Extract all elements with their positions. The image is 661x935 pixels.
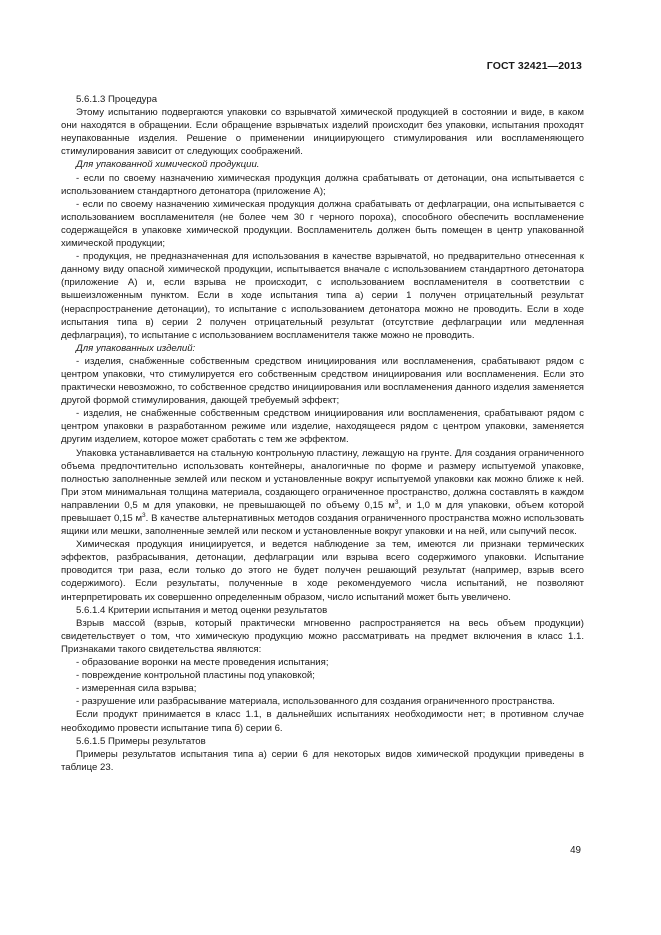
list-item: - измеренная сила взрыва; xyxy=(76,683,197,695)
paragraph-text: , и 1,0 м для упаковки, объем которой превышает 0,15 м xyxy=(61,499,584,524)
document-body xyxy=(61,93,584,774)
paragraph: Примеры результатов испытания типа а) серии 6 для некоторых видов химической продукции приведены в таблице 23. xyxy=(61,748,584,773)
list-item: - разрушение или разбрасывание материала, использованного для создания ограниченного пространства. xyxy=(76,696,555,708)
list-item: - изделия, снабженные собственным средством инициирования или воспламенения, срабатывают рядом с центром упаковки, что стимулируется его собственным средством инициирования или воспламенения. Если это практически невозможно, то собственное средство инициирования или воспламенения данного изделия заменяется другой формой стимулирования, дающей требуемый эффект; xyxy=(61,355,584,407)
paragraph: Если продукт принимается в класс 1.1, в дальнейших испытаниях необходимости нет; в противном случае необходимо провести испытание типа б) серии 6. xyxy=(61,709,584,734)
list-item: - продукция, не предназначенная для использования в качестве взрывчатой, но предварительно отнесенная к данному виду опасной химической продукции, испытывается вначале с использованием стандартного детонатора (приложение А) и, если взрыва не происходит, с использованием воспламенителя в соответствии с вышеизложенным пунктом. Если в ходе испытания типа а) серии 1 получен отрицательный результат (нераспространение детонации), то испытание с использованием детонатора можно не проводить. Если в ходе испытания типа в) серии 2 получен отрицательный результат (отсутствие дефлаграции или медленная дефлаграция), то испытание с использованием воспламенителя также можно не проводить. xyxy=(61,251,584,341)
paragraph xyxy=(61,447,584,539)
superscript: 3 xyxy=(142,512,146,519)
paragraph-text: Упаковка устанавливается на стальную контрольную пластину, лежащую на грунте. Для создания ограниченного объема предпочтительно использовать контейнеры, аналогичные по форме и размеру испытуемой упаковке, полностью заполненные землей или песком и установленные вокруг испытуемой упаковки как можно ближе к ней. При этом минимальная толщина материала, создающего ограниченное пространство, должна составлять в каждом направлении 0,5 м для упаковки, не превышающей по объему 0,15 м xyxy=(61,447,584,511)
section-heading: 5.6.1.5 Примеры результатов xyxy=(76,735,206,747)
paragraph: Химическая продукция инициируется, и ведется наблюдение за тем, имеются ли признаки термических эффектов, разбрасывания, детонации, дефлаграции или взрыва всего содержимого упаковки. Испытание проводится три раза, если только до этого не будет получен решающий результат (например, взрыв всего содержимого). Если результаты, полученные в ходе рекомендуемого числа испытаний, не позволяют интерпретировать их совершенно определенным образом, число испытаний может быть увеличено. xyxy=(61,539,584,603)
list-item: - образование воронки на месте проведения испытания; xyxy=(76,657,329,669)
italic-subheading: Для упакованных изделий: xyxy=(76,342,196,354)
list-item: - изделия, не снабженные собственным средством инициирования или воспламенения, срабатывают рядом с центром упаковки в разработанном режиме или изделие, находящееся рядом с центром упаковки, заменяется другим изделием, которое может сработать с тем же эффектом. xyxy=(61,408,584,446)
section-heading: 5.6.1.4 Критерии испытания и метод оценки результатов xyxy=(76,604,328,616)
italic-subheading: Для упакованной химической продукции. xyxy=(76,159,260,171)
list-item: - повреждение контрольной пластины под упаковкой; xyxy=(76,670,315,682)
page-number: 49 xyxy=(570,845,581,856)
paragraph: Этому испытанию подвергаются упаковки со взрывчатой химической продукцией в состоянии и виде, в каком они находятся в обращении. Если обращение взрывчатых изделий происходит без упаковки, испытания проходят неупакованные изделия. Решение о применении инициирующего стимулирования или воспламеняющего стимулирования зависит от следующих соображений. xyxy=(61,107,584,158)
document-code-header: ГОСТ 32421—2013 xyxy=(486,60,582,72)
paragraph-text: . В качестве альтернативных методов создания ограниченного пространства можно использовать ящики или мешки, заполненные землей или песком и установленные вокруг упаковки и на ней, или сыпучий песок. xyxy=(61,513,584,538)
superscript: 3 xyxy=(394,498,399,506)
paragraph: Взрыв массой (взрыв, который практически мгновенно распространяется на весь объем продукции) свидетельствует о том, что химическую продукцию можно рассматривать на предмет включения в класс 1.1. Признаками такого свидетельства являются: xyxy=(61,617,584,655)
section-heading: 5.6.1.3 Процедура xyxy=(76,94,158,105)
list-item: - если по своему назначению химическая продукция должна срабатывать от дефлаграции, она испытывается с использованием воспламенителя (не более чем 30 г черного пороха), способного обеспечить воспламенение содержащейся в упаковке химической продукции. Воспламенитель должен быть помещен в центр упакованной химической продукции; xyxy=(61,198,584,250)
list-item: - если по своему назначению химическая продукция должна срабатывать от детонации, она испытывается с использованием стандартного детонатора (приложение А); xyxy=(61,172,584,197)
